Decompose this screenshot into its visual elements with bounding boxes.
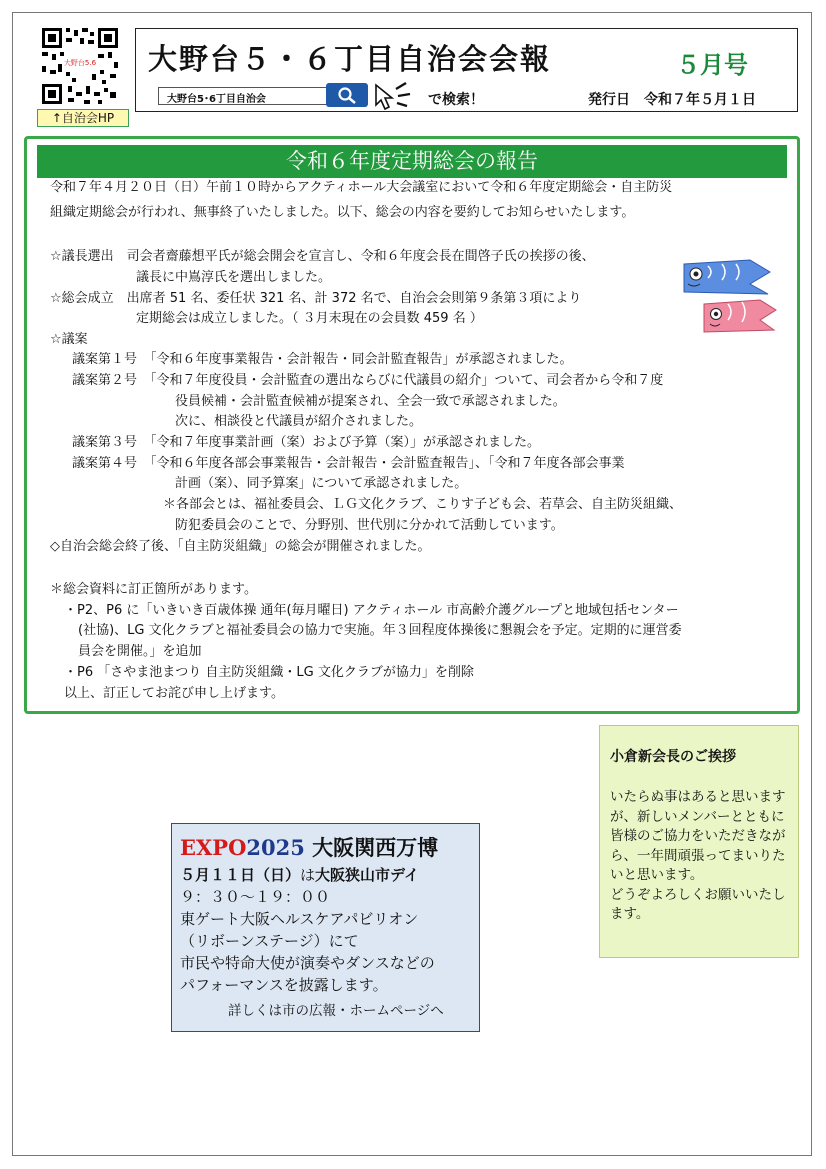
report-line: (社協)、LG 文化クラブと福祉委員会の協力で実施。年３回程度体操後に懇親会を予定。定期的に運営委 bbox=[78, 623, 682, 638]
report-line: 次に、相談役と代議員が紹介されました。 bbox=[175, 414, 423, 429]
report-line: ＊総会資料に訂正箇所があります。 bbox=[50, 582, 257, 597]
expo-more-info: 詳しくは市の広報・ホームページへ bbox=[228, 1003, 444, 1019]
report-line: ・P6 「さやま池まつり 自主防災組織・LG 文化クラブが協力」を削除 bbox=[64, 665, 474, 680]
report-line: ☆総会成立 出席者 51 名、委任状 321 名、計 372 名で、自治会会則第９条第３項により bbox=[50, 291, 582, 306]
report-line: 令和７年４月２０日（日）午前１０時からアクティホール大会議室において令和６年度定期総会・自主防災 bbox=[50, 180, 673, 195]
red-carp-icon bbox=[704, 300, 776, 332]
issue-date: 発行日 令和７年５月１日 bbox=[588, 92, 756, 108]
issue-month: ５月号 bbox=[676, 51, 748, 79]
report-line: 議案第４号 「令和６年度各部会事業報告・会計報告・会計監査報告」、「令和７年度各部会事業 bbox=[72, 456, 625, 471]
report-line: 議案第２号 「令和７年度役員・会計監査の選出ならびに代議員の紹介」ついて、司会者から令和７度 bbox=[72, 373, 664, 388]
expo-line: 市民や特命大使が演奏やダンスなどの bbox=[180, 954, 435, 972]
cursor-click-icon bbox=[372, 79, 424, 111]
expo-title-rest: 大阪関西万博 bbox=[304, 836, 439, 860]
report-line: 議長に中嶌淳氏を選出しました。 bbox=[136, 270, 332, 285]
report-line: ☆議長選出 司会者齋藤想平氏が総会開会を宣言し、令和６年度会長在間啓子氏の挨拶の後、 bbox=[50, 249, 595, 264]
new-president-greeting bbox=[599, 725, 799, 958]
expo-line: パフォーマンスを披露します。 bbox=[180, 976, 388, 994]
search-query: 大野台5･6丁目自治会 bbox=[167, 94, 266, 105]
search-button[interactable] bbox=[326, 83, 368, 107]
report-line: ◇自治会総会終了後、「自主防災組織」の総会が開催されました。 bbox=[50, 539, 431, 554]
expo-title-expo: EXPO bbox=[180, 835, 247, 860]
report-line: ＊各部会とは、福祉委員会、ＬＧ文化クラブ、こりす子ども会、若草会、自主防災組織、 bbox=[163, 497, 682, 512]
report-line: 定期総会は成立しました。（ ３月末現在の会員数 459 名 ） bbox=[136, 311, 483, 326]
report-line: 計画（案）、同予算案」について承認されました。 bbox=[175, 476, 468, 491]
report-line: ☆議案 bbox=[50, 332, 88, 347]
search-suffix: で検索！ bbox=[428, 92, 484, 108]
expo-time: ９：３０〜１９：００ bbox=[180, 888, 331, 906]
expo-date bbox=[180, 864, 419, 885]
newsletter-title: 大野台５・６丁目自治会会報 bbox=[148, 42, 552, 76]
report-line: 役員候補・会計監査候補が提案され、全会一致で承認されました。 bbox=[175, 394, 566, 409]
search-icon bbox=[337, 86, 357, 104]
expo-title-year: 2025 bbox=[246, 835, 305, 860]
report-line: 以上、訂正してお詫び申し上げます。 bbox=[64, 686, 284, 701]
qr-caption: 大野台5.6 bbox=[63, 59, 97, 67]
search-input[interactable] bbox=[158, 87, 344, 105]
report-title: 令和６年度定期総会の報告 bbox=[37, 145, 787, 178]
hp-label[interactable]: ↑自治会HP bbox=[37, 109, 129, 127]
report-line: 議案第１号 「令和６年度事業報告・会計報告・同会計監査報告」が承認されました。 bbox=[72, 352, 573, 367]
expo-title bbox=[180, 832, 438, 862]
expo-date-particle: は bbox=[300, 866, 316, 884]
expo-line: 東ゲート大阪ヘルスケアパビリオン bbox=[180, 910, 419, 928]
blue-carp-icon bbox=[684, 260, 770, 294]
report-line: 防犯委員会のことで、分野別、世代別に分かれて活動しています。 bbox=[175, 518, 564, 533]
report-line: 員会を開催。」を追加 bbox=[78, 644, 202, 659]
expo-date-day: ５月１１日（日） bbox=[180, 866, 301, 884]
expo-announcement bbox=[171, 823, 480, 1032]
expo-date-city: 大阪狭山市デイ bbox=[315, 866, 419, 884]
qr-code[interactable] bbox=[40, 26, 120, 106]
report-line: 組織定期総会が行われ、無事終了いたしました。以下、総会の内容を要約してお知らせいたします。 bbox=[50, 205, 635, 220]
koinobori-illustration bbox=[678, 258, 778, 340]
greeting-body: いたらぬ事はあると思いますが、新しいメンバーとともに皆様のご協力をいただきながら、一年間頑張ってまいりたいと思います。 どうぞよろしくお願いいたします。 bbox=[610, 789, 786, 922]
report-line: 議案第３号 「令和７年度事業計画（案）および予算（案）」が承認されました。 bbox=[72, 435, 541, 450]
expo-line: （リボーンステージ）にて bbox=[180, 932, 359, 950]
masthead bbox=[135, 28, 798, 112]
greeting-title: 小倉新会長のご挨拶 bbox=[610, 749, 736, 765]
report-line: ・P2、P6 に「いきいき百歳体操 通年(毎月曜日) アクティホール 市高齢介護グループと地域包括センター bbox=[64, 603, 679, 618]
